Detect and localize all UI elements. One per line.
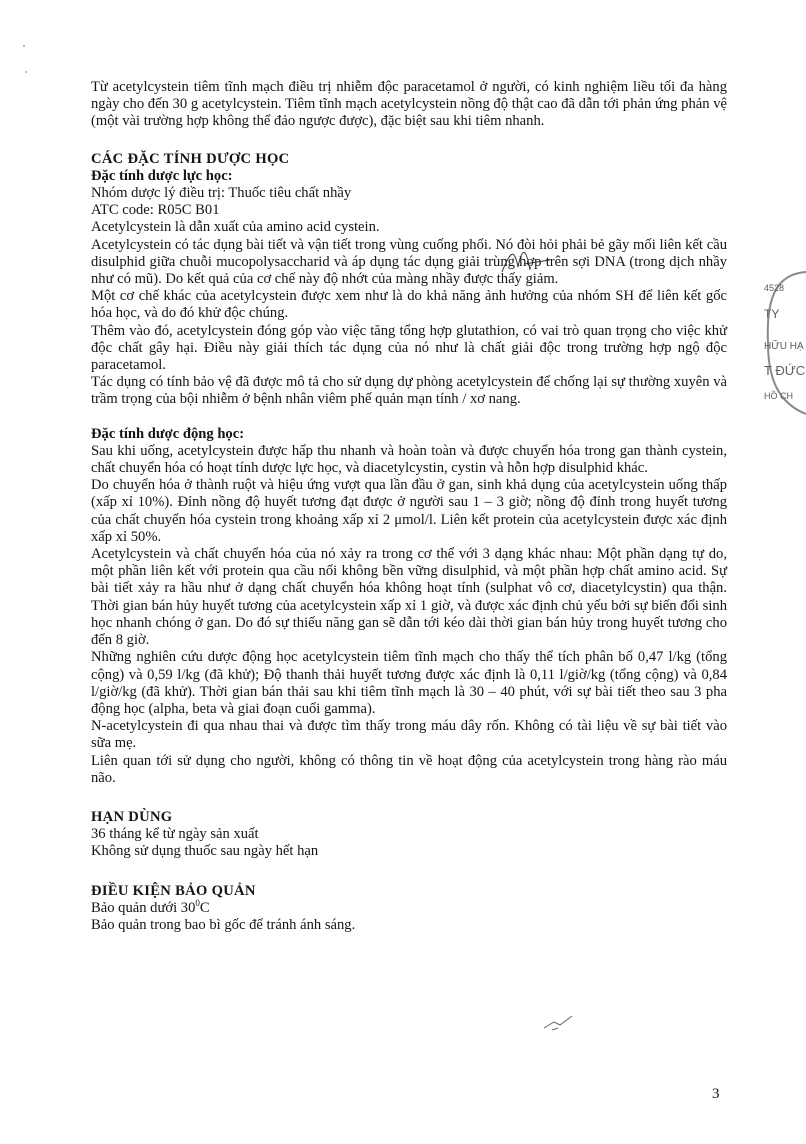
storage-temp-unit: C	[199, 899, 210, 916]
pd-paragraph: Một cơ chế khác của acetylcystein được xem như là do khả năng ảnh hưởng của nhóm SH để liên kết gốc hóa học, và do đó khử độc chúng.	[91, 288, 727, 322]
pd-paragraph: Nhóm dược lý điều trị: Thuốc tiêu chất nhầy	[91, 185, 352, 202]
document-body	[91, 79, 727, 934]
page-number: 3	[712, 1086, 720, 1102]
pk-paragraph: Acetylcystein và chất chuyển hóa của nó xảy ra trong cơ thể với 3 dạng khác nhau: Một phần dạng tự do, một phần liên kết với protein qua cầu nối không bền vững disulphid, và một phần hợp chất amino acid. Sự bài tiết xảy ra hầu như ở dạng chất chuyển hóa không hoạt tính (sulphat vô cơ, diacetylcystin) qua thận. Thời gian bán hủy huyết tương của acetylcystein xấp xỉ 1 giờ, và được xác định chủ yếu bởi sự biến đổi sinh học nhanh chóng ở gan. Do đó sự thiếu năng gan sẽ dẫn tới kéo dài thời gian bán hủy trong huyết tương cho đến 8 giờ.	[91, 546, 727, 649]
pen-scribble-icon	[542, 1010, 582, 1034]
section-heading-storage: ĐIỀU KIỆN BẢO QUẢN	[91, 882, 256, 899]
stamp-text: HỒ CH	[764, 391, 793, 401]
pk-paragraph: Do chuyển hóa ở thành ruột và hiệu ứng vượt qua lần đầu ở gan, sinh khả dụng của acetylcystein uống thấp (xấp xỉ 10%). Đỉnh nồng độ huyết tương đạt được ở người sau 1 – 3 giờ; nồng độ đỉnh trong huyết tương của chất chuyển hóa cystein trong khoảng xấp xỉ 2 μmol/l. Liên kết protein của acetylcystein được xác định xấp xỉ 50%.	[91, 477, 727, 545]
stamp-text: HỮU HẠ	[764, 341, 804, 352]
stamp-text: T ĐỨC	[764, 363, 806, 378]
degree-superscript: 0	[195, 897, 200, 908]
storage-line-light: Bảo quản trong bao bì gốc để tránh ánh sáng.	[91, 916, 356, 933]
pk-paragraph: Liên quan tới sử dụng cho người, không có thông tin về hoạt động của acetylcystein trong hàng rào máu não.	[91, 752, 727, 786]
pd-paragraph: Tác dụng có tính bảo vệ đã được mô tả cho sử dụng dự phòng acetylcystein để chống lại sự thường xuyên và trầm trọng của bội nhiễm ở bệnh nhân viêm phế quản mạn tính / xơ nang.	[91, 374, 727, 408]
pd-paragraph: Acetylcystein là dẫn xuất của amino acid cystein.	[91, 219, 380, 236]
signature-mark-icon	[500, 242, 560, 282]
storage-temp-prefix: Bảo quản dưới 30	[91, 899, 196, 916]
intro-paragraph: Từ acetylcystein tiêm tĩnh mạch điều trị nhiễm độc paracetamol ở người, có kinh nghiệm liều tối đa hàng ngày cho đến 30 g acetylcystein. Tiêm tĩnh mạch acetylcystein nồng độ thật cao đã dẫn tới phản ứng phản vệ (một vài trường hợp không thể đảo ngược được), đặc biệt sau khi tiêm nhanh.	[91, 79, 727, 130]
shelf-life-line: Không sử dụng thuốc sau ngày hết hạn	[91, 843, 319, 860]
scan-speck-icon	[20, 40, 30, 80]
section-heading-pharmacology: CÁC ĐẶC TÍNH DƯỢC HỌC	[91, 150, 290, 167]
stamp-text: 4528	[764, 283, 785, 293]
pd-paragraph: Thêm vào đó, acetylcystein đóng góp vào việc tăng tổng hợp glutathion, có vai trò quan trọng cho việc khử độc chất gây hại. Điều này giải thích tác dụng của nó như là chất giải độc trong trường hợp ngộ độc paracetamol.	[91, 322, 727, 374]
company-stamp-fragment	[756, 268, 806, 418]
pd-paragraph: Acetylcystein có tác dụng bài tiết và vận tiết trong vùng cuống phổi. Nó đòi hỏi phải bẻ gãy mối liên kết cầu disulphid giữa chuỗi mucopolysaccharid và áp dụng tác dụng giải trùng hợp trên sợi DNA (trong dịch nhầy như có mũ). Do kết quả của cơ chế này độ nhớt của màng nhầy được thấy giảm.	[91, 236, 727, 288]
pk-paragraph: N-acetylcystein đi qua nhau thai và được tìm thấy trong máu dây rốn. Không có tài liệu về sự bài tiết vào sữa mẹ.	[91, 718, 727, 752]
subheading-pharmacokinetics: Đặc tính dược động học:	[91, 425, 245, 442]
section-heading-shelf-life: HẠN DÙNG	[91, 808, 173, 825]
pk-paragraph: Sau khi uống, acetylcystein được hấp thu nhanh và hoàn toàn và được chuyển hóa trong gan thành cystein, chất chuyển hóa có hoạt tính dược lực học, và diacetylcystin, cystin và hỗn hợp disulphid khác.	[91, 442, 727, 477]
subheading-pharmacodynamics: Đặc tính dược lực học:	[91, 167, 233, 184]
pd-paragraph: ATC code: R05C B01	[91, 202, 220, 219]
storage-line-temperature	[91, 897, 727, 917]
spacer	[91, 409, 727, 426]
pk-paragraph: Những nghiên cứu dược động học acetylcystein tiêm tĩnh mạch cho thấy thể tích phân bố 0,47 l/kg (tổng cộng) và 0,59 l/kg (đã khử); Độ thanh thải huyết tương được xác định là 0,11 l/giờ/kg (tổng cộng) và 0,84 l/giờ/kg (đã khử). Thời gian bán thải sau khi tiêm tĩnh mạch là 30 – 40 phút, với sự bài tiết theo sau 3 pha động học (alpha, beta và giai đoạn cuối gamma).	[91, 649, 727, 717]
stamp-text: TY	[764, 307, 780, 321]
shelf-life-line: 36 tháng kể từ ngày sản xuất	[91, 826, 259, 843]
